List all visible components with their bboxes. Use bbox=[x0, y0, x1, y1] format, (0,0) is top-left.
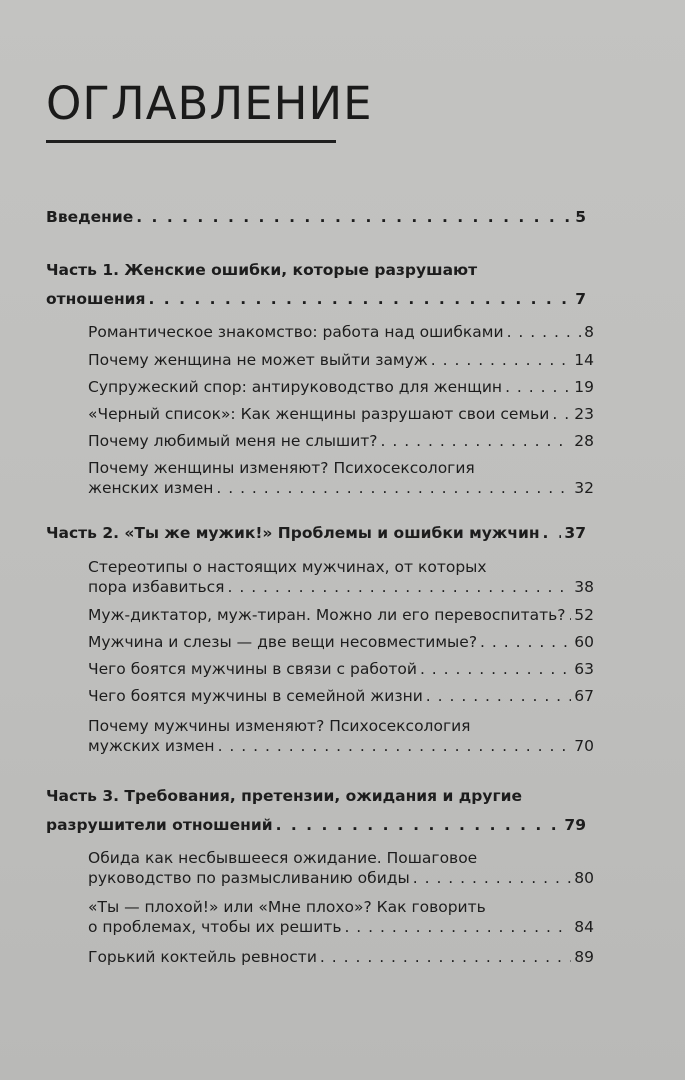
leader-dots bbox=[507, 322, 582, 342]
toc-entry-title-cont: отношения bbox=[46, 290, 146, 308]
toc-page-number: 60 bbox=[574, 633, 594, 651]
toc-page-number: 5 bbox=[575, 208, 586, 226]
leader-dots bbox=[216, 478, 571, 498]
toc-entry-title-cont: о проблемах, чтобы их решить bbox=[88, 918, 342, 936]
toc-entry-title: Чего боятся мужчины в семейной жизни bbox=[88, 687, 423, 705]
toc-page-number: 79 bbox=[564, 816, 586, 834]
toc-entry[interactable] bbox=[88, 404, 594, 424]
leader-dots bbox=[431, 350, 571, 370]
leader-dots bbox=[218, 736, 572, 756]
leader-dots bbox=[276, 811, 562, 840]
toc-entry-title: Романтическое знакомство: работа над ошибками bbox=[88, 323, 504, 341]
toc-entry-title-cont: разрушители отношений bbox=[46, 816, 273, 834]
toc-entry[interactable] bbox=[88, 322, 594, 342]
leader-dots bbox=[505, 377, 571, 397]
toc-entry-title: Стереотипы о настоящих мужчинах, от которых bbox=[88, 558, 487, 576]
toc-page-number: 8 bbox=[584, 323, 594, 341]
toc-entry-title-cont: женских измен bbox=[88, 479, 214, 497]
toc-entry-title: Горький коктейль ревности bbox=[88, 948, 317, 966]
toc-entry[interactable] bbox=[88, 947, 594, 967]
toc-entry-title: Муж-диктатор, муж-тиран. Можно ли его перевоспитать? bbox=[88, 606, 566, 624]
toc-entry-title: Почему женщины изменяют? Психосексология bbox=[88, 459, 475, 477]
toc-entry-intro[interactable] bbox=[46, 203, 586, 232]
toc-entry[interactable] bbox=[88, 659, 594, 679]
toc-entry[interactable] bbox=[88, 350, 594, 370]
toc-entry-title: Часть 2. «Ты же мужик!» Проблемы и ошибки мужчин bbox=[46, 524, 540, 542]
page-title: ОГЛАВЛЕНИЕ bbox=[46, 77, 373, 130]
toc-page-number: 19 bbox=[574, 378, 594, 396]
toc-entry-title: Мужчина и слезы — две вещи несовместимые? bbox=[88, 633, 478, 651]
leader-dots bbox=[420, 659, 571, 679]
toc-entry[interactable] bbox=[88, 605, 594, 625]
leader-dots bbox=[320, 947, 571, 967]
toc-entry-title: Почему женщина не может выйти замуж bbox=[88, 351, 428, 369]
toc-page-number: 63 bbox=[574, 660, 594, 678]
toc-page-number: 32 bbox=[574, 479, 594, 497]
toc-entry-title: Чего боятся мужчины в связи с работой bbox=[88, 660, 417, 678]
toc-entry-title: «Ты — плохой!» или «Мне плохо»? Как говорить bbox=[88, 898, 486, 916]
toc-page-number: 28 bbox=[574, 432, 594, 450]
toc-entry-part-1[interactable] bbox=[46, 256, 586, 314]
toc-entry[interactable] bbox=[88, 377, 594, 397]
toc-page-number: 52 bbox=[574, 606, 594, 624]
title-underline bbox=[46, 140, 336, 143]
toc-page-number: 80 bbox=[574, 869, 594, 887]
toc-entry-part-2[interactable] bbox=[46, 519, 586, 548]
leader-dots bbox=[136, 203, 572, 232]
toc-entry-title: Часть 3. Требования, претензии, ожидания и другие bbox=[46, 787, 522, 805]
leader-dots bbox=[227, 577, 571, 597]
toc-page-number: 14 bbox=[574, 351, 594, 369]
toc-entry[interactable] bbox=[88, 848, 594, 888]
leader-dots bbox=[480, 632, 571, 652]
toc-entry-title: Почему мужчины изменяют? Психосексология bbox=[88, 717, 471, 735]
toc-page-number: 84 bbox=[574, 918, 594, 936]
leader-dots bbox=[569, 605, 572, 625]
toc-entry[interactable] bbox=[88, 686, 594, 706]
toc-entry-title: Почему любимый меня не слышит? bbox=[88, 432, 378, 450]
toc-entry-title-cont: руководство по размысливанию обиды bbox=[88, 869, 410, 887]
toc-entry[interactable] bbox=[88, 431, 594, 451]
toc-page-number: 38 bbox=[574, 578, 594, 596]
toc-entry-title-cont: пора избавиться bbox=[88, 578, 225, 596]
toc-entry-title: Введение bbox=[46, 208, 134, 226]
toc-entry-part-3[interactable] bbox=[46, 782, 586, 840]
leader-dots bbox=[344, 917, 571, 937]
toc-entry-title: Обида как несбывшееся ожидание. Пошаговое bbox=[88, 849, 478, 867]
toc-entry-title-cont: мужских измен bbox=[88, 737, 215, 755]
leader-dots bbox=[552, 404, 571, 424]
toc-entry[interactable] bbox=[88, 557, 594, 597]
toc-page-number: 89 bbox=[574, 948, 594, 966]
toc-page-number: 37 bbox=[564, 524, 586, 542]
leader-dots bbox=[381, 431, 572, 451]
toc-page-number: 67 bbox=[574, 687, 594, 705]
toc-entry[interactable] bbox=[88, 897, 594, 937]
toc-entry-title: Часть 1. Женские ошибки, которые разрушают bbox=[46, 261, 478, 279]
toc-entry[interactable] bbox=[88, 458, 594, 498]
toc-entry-title: «Черный список»: Как женщины разрушают свои семьи bbox=[88, 405, 550, 423]
toc-entry-title: Супружеский спор: антируководство для женщин bbox=[88, 378, 503, 396]
toc-page-number: 23 bbox=[574, 405, 594, 423]
leader-dots bbox=[149, 285, 573, 314]
toc-page-number: 70 bbox=[574, 737, 594, 755]
toc-entry[interactable] bbox=[88, 716, 594, 756]
leader-dots bbox=[413, 868, 572, 888]
toc-entry[interactable] bbox=[88, 632, 594, 652]
toc-page-number: 7 bbox=[575, 290, 586, 308]
leader-dots bbox=[426, 686, 571, 706]
leader-dots bbox=[543, 519, 562, 548]
